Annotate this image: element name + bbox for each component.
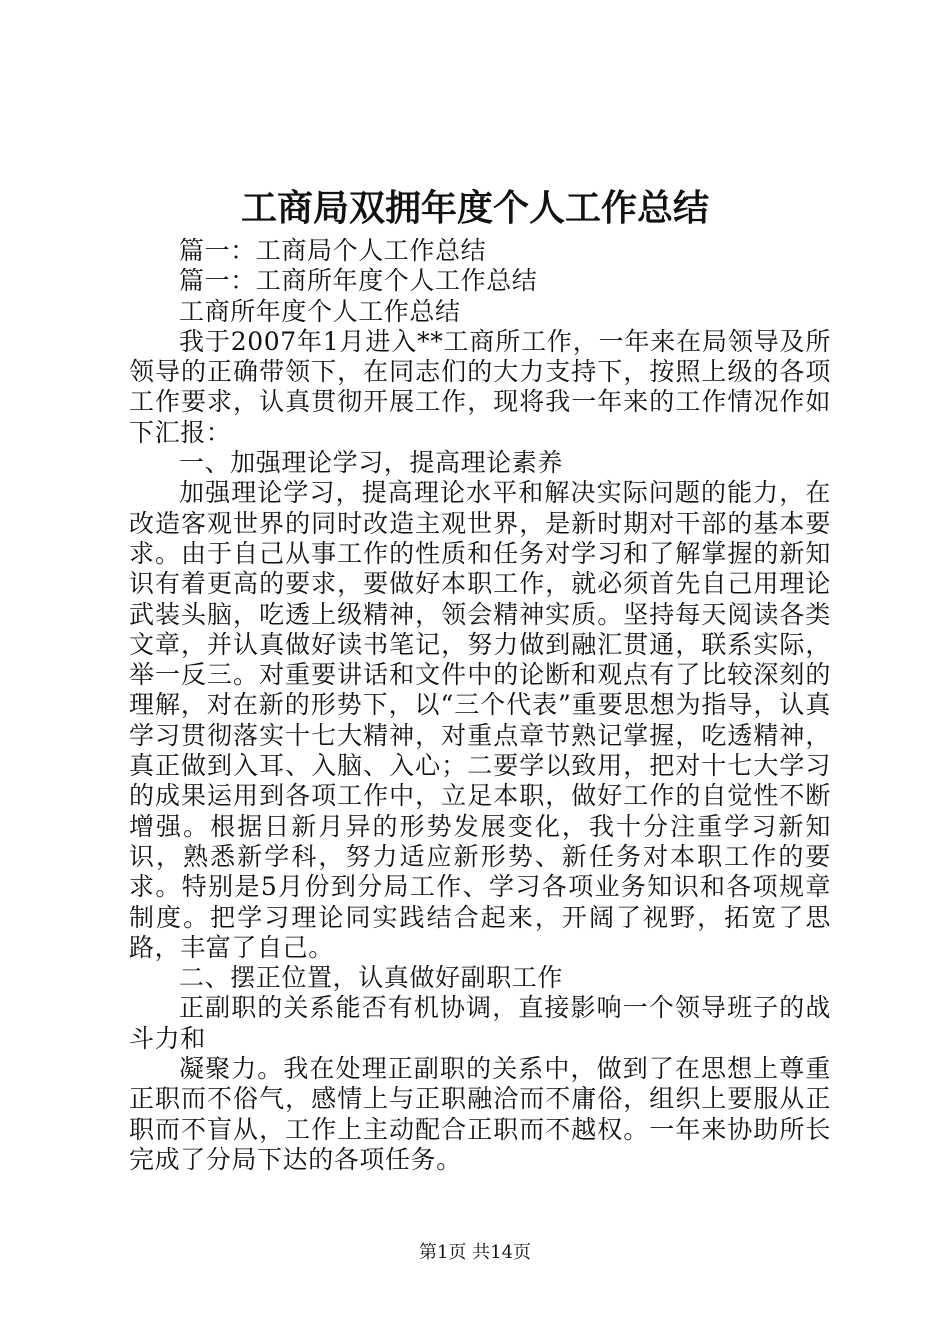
document-title: 工商局双拥年度个人工作总结: [240, 187, 709, 229]
section-heading: 二、摆正位置，认真做好副职工作: [179, 963, 564, 993]
paragraph: 我于2007年1月进入**工商所工作，一年来在局领导及所领导的正确带领下，在同志们的大力支持下，按照上级的各项工作要求，认真贯彻开展工作，现将我一年来的工作情况作如下汇报：: [129, 326, 831, 447]
paragraph: 工商所年度个人工作总结: [179, 296, 461, 326]
paragraph: 凝聚力。我在处理正副职的关系中，做到了在思想上尊重正职而不俗气，感情上与正职融洽而不庸俗，组织上要服从正职而不盲从，工作上主动配合正职而不越权。一年来协助所长完成了分局下达的各项任务。: [129, 1054, 831, 1174]
paragraph: 加强理论学习，提高理论水平和解决实际问题的能力，在改造客观世界的同时改造主观世界，是新时期对干部的基本要求。由于自己从事工作的性质和任务对学习和了解掌握的新知识有着更高的要求，要做好本职工作，就必须首先自己用理论武装头脑，吃透上级精神，领会精神实质。坚持每天阅读各类文章，并认真做好读书笔记，努力做到融汇贯通，联系实际，举一反三。对重要讲话和文件中的论断和观点有了比较深刻的理解，对在新的形势下，以“三个代表”重要思想为指导，认真学习贯彻落实十七大精神，对重点章节熟记掌握，吃透精神，真正做到入耳、入脑、入心；二要学以致用，把对十七大学习的成果运用到各项工作中，立足本职，做好工作的自觉性不断增强。根据日新月异的形势发展变化，我十分注重学习新知识，熟悉新学科，努力适应新形势、新任务对本职工作的要求。特别是5月份到分局工作、学习各项业务知识和各项规章制度。把学习理论同实践结合起来，开阔了视野，拓宽了思路，丰富了自己。: [129, 478, 831, 962]
paragraph: 篇一：工商局个人工作总结: [179, 236, 487, 265]
paragraph: 正副职的关系能否有机协调，直接影响一个领导班子的战斗力和: [129, 993, 831, 1053]
section-heading: 一、加强理论学习，提高理论素养: [179, 448, 564, 478]
page-footer: 第1页 共14页: [418, 1242, 532, 1263]
document-body: [129, 236, 831, 1175]
paragraph: 篇一：工商所年度个人工作总结: [179, 266, 538, 296]
